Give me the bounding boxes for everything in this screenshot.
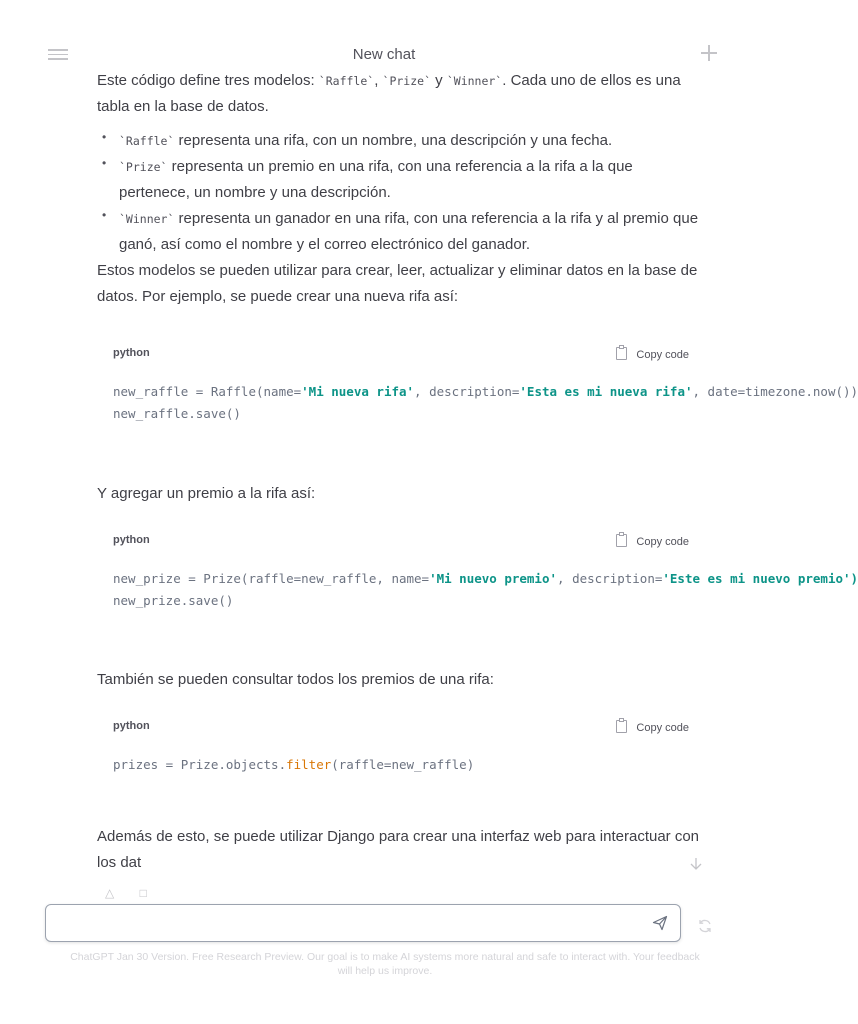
inline-code: `Winner` — [119, 212, 175, 226]
footer-disclaimer: ChatGPT Jan 30 Version. Free Research Preview. Our goal is to make AI systems more natural and safe to interact with. Your feedback will help us improve. — [70, 951, 700, 977]
chat-input[interactable] — [58, 913, 642, 935]
code-content — [97, 367, 858, 425]
model-list — [97, 128, 703, 258]
inline-code: `Winner` — [446, 74, 503, 88]
code-line: new_raffle.save() — [113, 406, 241, 421]
code-header — [97, 528, 703, 554]
copy-code-label: Copy code — [636, 349, 689, 361]
copy-code-label: Copy code — [636, 722, 689, 734]
paragraph: También se pueden consultar todos los premios de una rifa: — [97, 671, 494, 688]
copy-code-button[interactable] — [616, 347, 689, 361]
list-item — [97, 206, 703, 258]
list-item — [97, 128, 703, 154]
code-token: new_prize = Prize(raffle=new_raffle, name= — [113, 571, 430, 586]
chat-input-bar — [45, 904, 681, 942]
code-line — [113, 568, 858, 590]
code-line — [113, 381, 858, 403]
paragraph: Estos modelos se pueden utilizar para crear, leer, actualizar y eliminar datos en la base de datos. Por ejemplo, se puede crear una nueva rifa así: — [97, 262, 698, 305]
code-block — [97, 528, 858, 612]
intro-paragraph — [97, 68, 703, 120]
paragraph-block — [97, 481, 703, 507]
inline-code: `Raffle` — [318, 74, 375, 88]
code-string: 'Este es mi nuevo premio') — [662, 571, 858, 586]
code-content — [97, 554, 858, 612]
code-token: , date=timezone.now()) — [692, 384, 858, 399]
copy-code-label: Copy code — [636, 536, 689, 548]
code-token: , description= — [414, 384, 520, 399]
send-icon[interactable] — [652, 915, 668, 931]
code-line: new_prize.save() — [113, 593, 234, 608]
list-item — [97, 154, 703, 206]
thumbs-up-icon[interactable]: △ — [105, 886, 115, 900]
clipboard-icon — [616, 720, 627, 733]
intro-text: . Cada uno de ellos es una tabla en la base de datos. — [97, 72, 681, 115]
intro-text: , — [374, 72, 383, 89]
copy-code-button[interactable] — [616, 534, 689, 548]
page-title: New chat — [352, 46, 416, 63]
list-item-text: representa un premio en una rifa, con una referencia a la rifa a la que pertenece, un nombre y una descripción. — [119, 158, 633, 201]
copy-code-button[interactable] — [616, 720, 689, 734]
paragraph: Y agregar un premio a la rifa así: — [97, 485, 316, 502]
list-item-text: representa un ganador en una rifa, con una referencia a la rifa y al premio que ganó, así como el nombre y el correo electrónico del ganador. — [119, 210, 699, 253]
arrow-down-icon[interactable] — [689, 856, 703, 872]
code-string: 'Esta es mi nueva rifa' — [519, 384, 693, 399]
regenerate-icon[interactable] — [697, 918, 713, 934]
inline-code: `Prize` — [119, 160, 168, 174]
code-token: , description= — [557, 571, 663, 586]
code-string: 'Mi nueva rifa' — [301, 384, 415, 399]
code-language: python — [113, 720, 150, 732]
code-block — [97, 714, 703, 776]
plus-icon[interactable] — [700, 44, 718, 62]
code-line — [113, 754, 703, 776]
code-block — [97, 341, 858, 425]
paragraph-block — [97, 667, 703, 693]
clipboard-icon — [616, 534, 627, 547]
code-token: prizes = Prize.objects. — [113, 757, 287, 772]
code-string: 'Mi nuevo premio' — [429, 571, 558, 586]
code-language: python — [113, 534, 150, 546]
code-token: (raffle=new_raffle) — [331, 757, 475, 772]
assistant-message — [97, 68, 703, 310]
code-header — [97, 341, 703, 367]
message-actions — [105, 886, 165, 900]
code-content — [97, 740, 703, 776]
inline-code: `Raffle` — [119, 134, 175, 148]
list-item-text: representa una rifa, con un nombre, una descripción y una fecha. — [174, 132, 613, 149]
paragraph-block — [97, 824, 703, 876]
intro-text: y — [431, 72, 447, 89]
thumbs-down-icon[interactable]: □ — [139, 886, 147, 900]
paragraph: Además de esto, se puede utilizar Django para crear una interfaz web para interactuar con los dat — [97, 828, 700, 871]
intro-text: Este código define tres modelos: — [97, 72, 319, 89]
clipboard-icon — [616, 347, 627, 360]
code-language: python — [113, 347, 150, 359]
code-function: filter — [286, 757, 332, 772]
code-header — [97, 714, 703, 740]
inline-code: `Prize` — [382, 74, 431, 88]
code-token: new_raffle = Raffle(name= — [113, 384, 302, 399]
